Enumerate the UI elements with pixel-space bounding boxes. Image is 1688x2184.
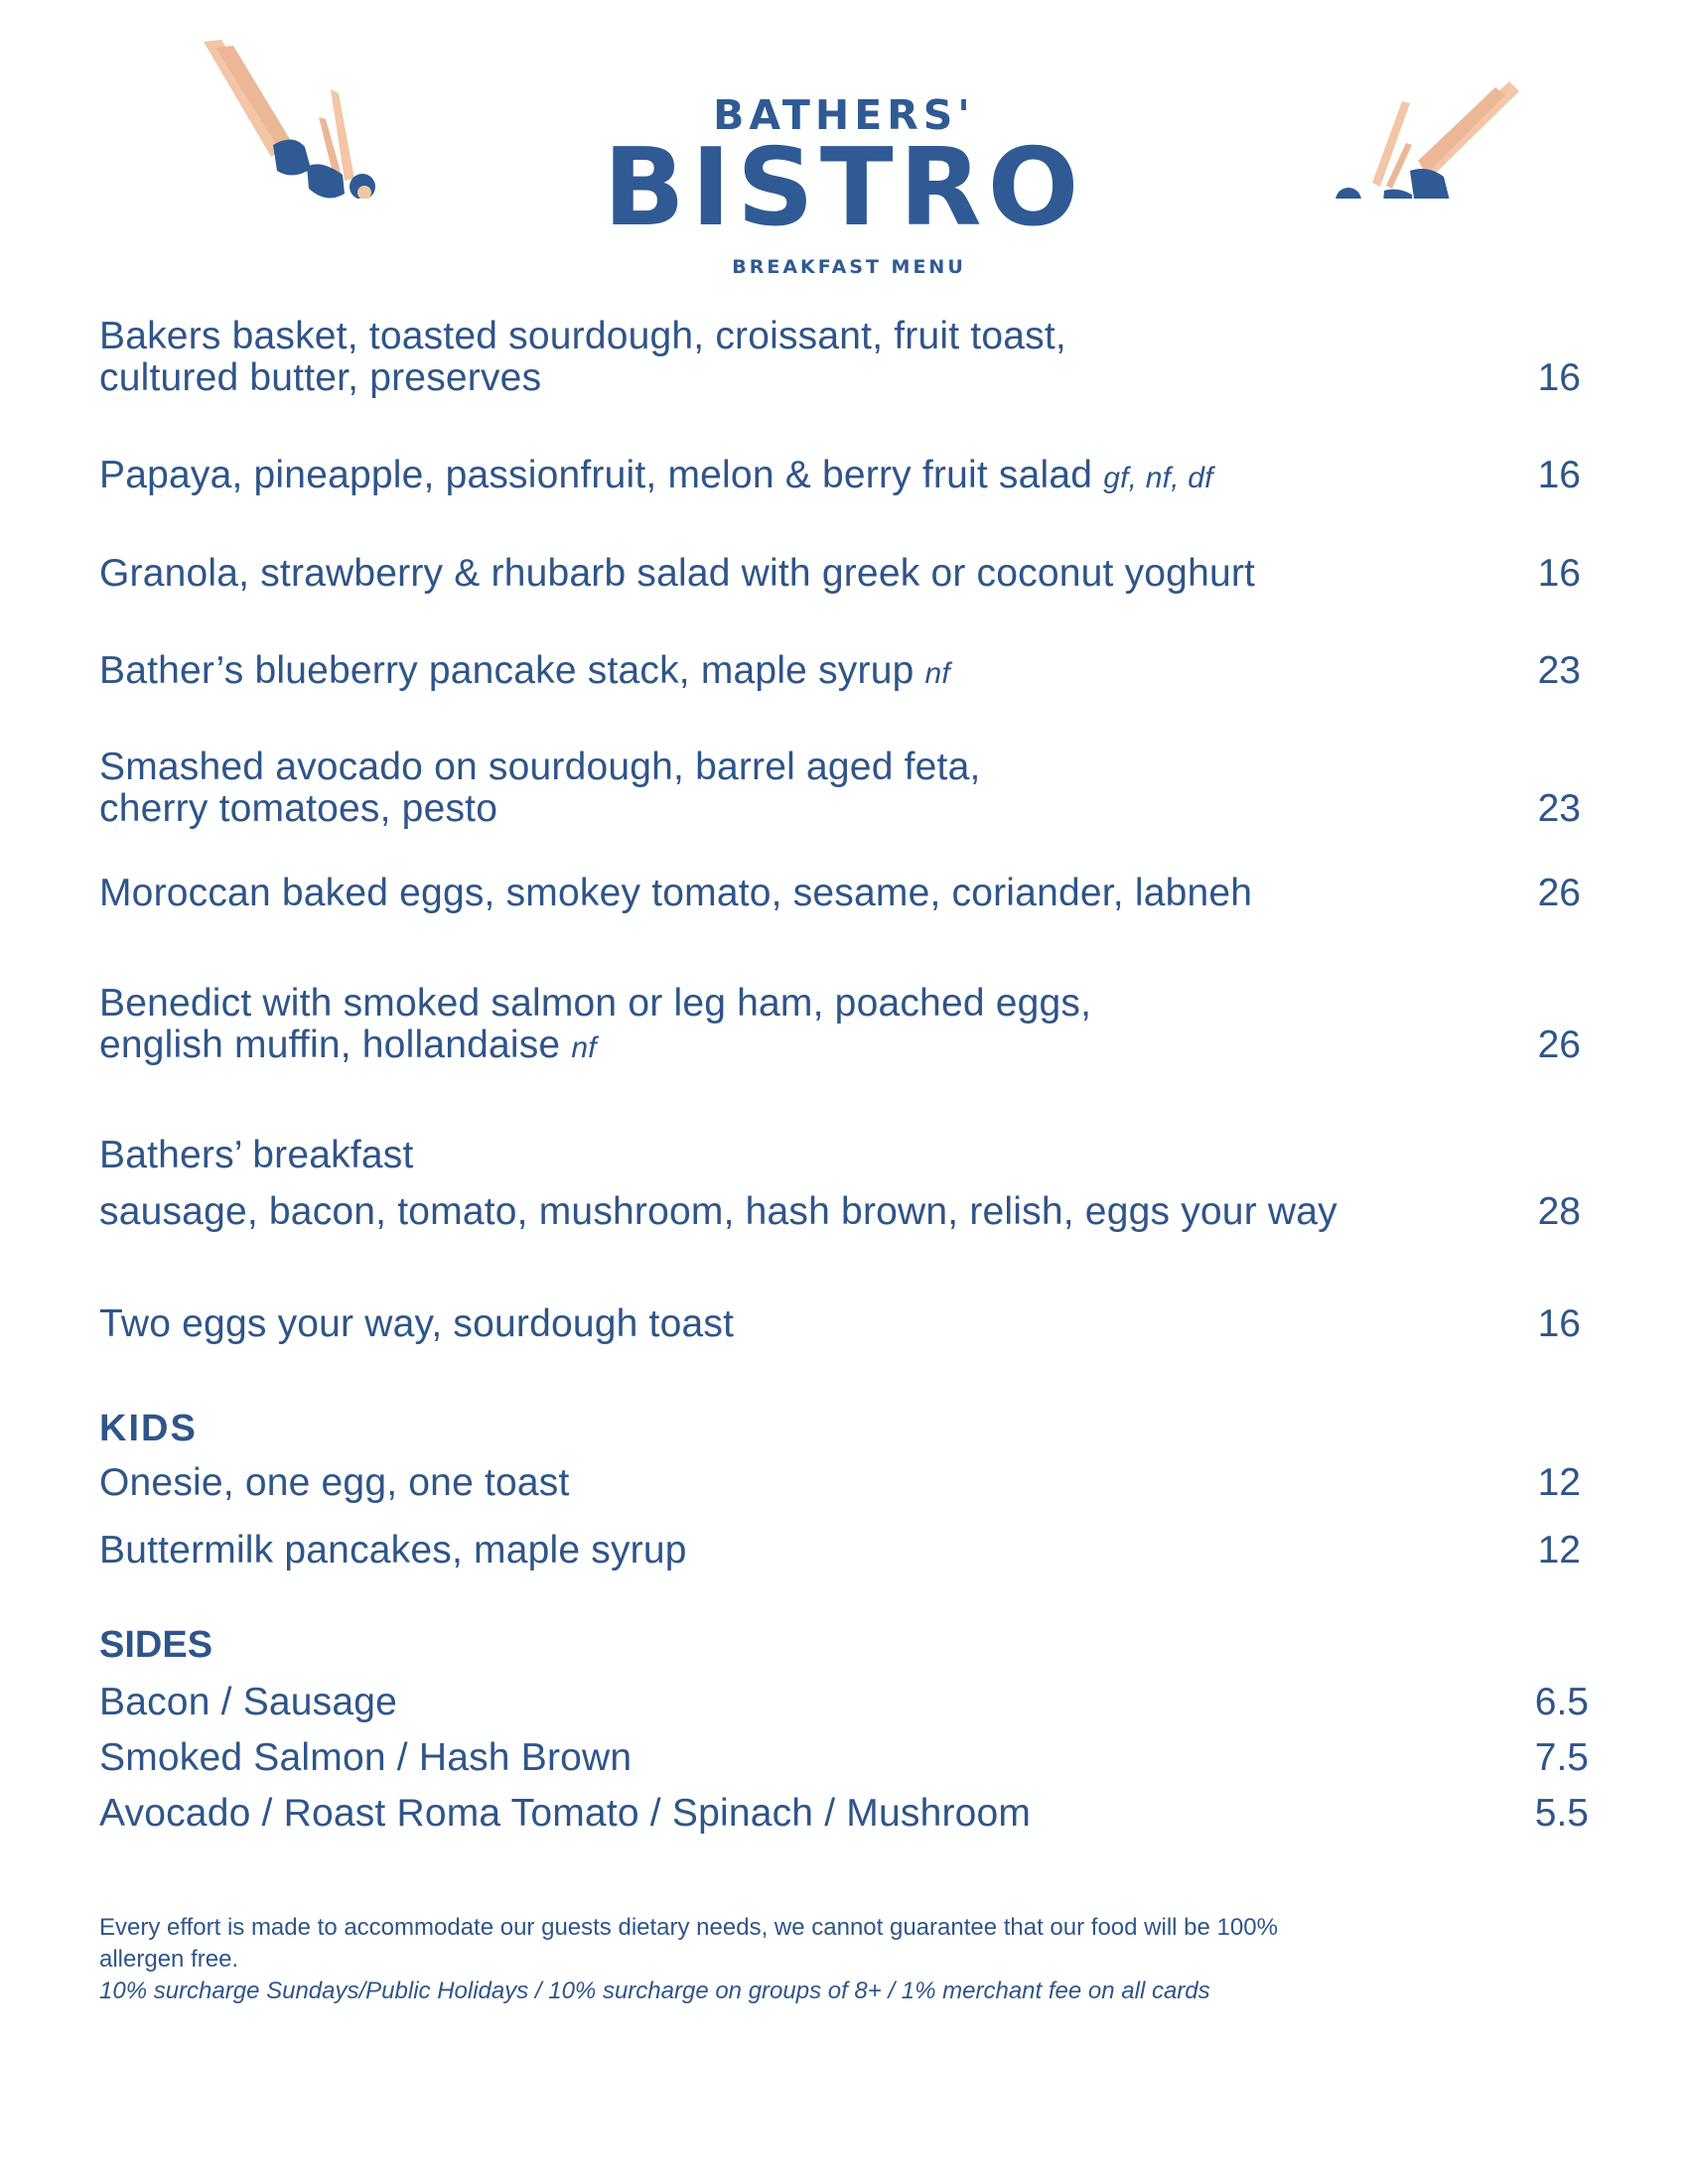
menu-item-name: Bather’s blueberry pancake stack, maple syrup xyxy=(99,649,914,692)
sides-heading: SIDES xyxy=(99,1624,213,1666)
menu-item-price: 23 xyxy=(1537,787,1581,830)
menu-item-line xyxy=(99,455,1213,499)
menu-subtitle: BREAKFAST MENU xyxy=(732,256,966,278)
menu-item-line xyxy=(99,650,950,695)
menu-item-price: 12 xyxy=(1537,1461,1581,1504)
footer-notes xyxy=(99,1912,1589,2007)
allergen-notice-line2: allergen free. xyxy=(99,1946,239,1973)
menu-item-price: 26 xyxy=(1537,872,1581,914)
menu-item-price: 16 xyxy=(1537,356,1581,399)
dietary-tag: nf xyxy=(924,657,950,690)
menu-item-price: 26 xyxy=(1537,1024,1581,1066)
menu-item-line: Two eggs your way, sourdough toast xyxy=(99,1302,735,1345)
menu-item-line: cultured butter, preserves xyxy=(99,356,542,399)
menu-item-price: 5.5 xyxy=(1534,1792,1589,1835)
allergen-notice-line1: Every effort is made to accommodate our guests dietary needs, we cannot guarantee that our food will be 100% xyxy=(99,1914,1278,1941)
brand-top-title: BATHERS' xyxy=(713,91,975,139)
brand-main-title: BISTRO xyxy=(603,126,1085,250)
dietary-tag: gf, nf, df xyxy=(1103,462,1213,494)
menu-item-price: 16 xyxy=(1537,454,1581,496)
surcharge-notice: 10% surcharge Sundays/Public Holidays / 10% surcharge on groups of 8+ / 1% merchant fee on all cards xyxy=(99,1978,1210,2004)
menu-item-name: Papaya, pineapple, passionfruit, melon & berry fruit salad xyxy=(99,454,1093,496)
menu-item-line: sausage, bacon, tomato, mushroom, hash brown, relish, eggs your way xyxy=(99,1190,1337,1233)
menu-item-price: 6.5 xyxy=(1534,1681,1589,1723)
menu-item-price: 7.5 xyxy=(1534,1736,1589,1779)
dietary-tag: nf xyxy=(571,1031,597,1064)
menu-item-line: Onesie, one egg, one toast xyxy=(99,1461,570,1504)
menu-item-line: Granola, strawberry & rhubarb salad with greek or coconut yoghurt xyxy=(99,552,1256,595)
menu-item-line: Avocado / Roast Roma Tomato / Spinach / Mushroom xyxy=(99,1792,1032,1835)
menu-item-price: 28 xyxy=(1537,1190,1581,1233)
menu-item-price: 23 xyxy=(1537,649,1581,692)
menu-item-line: Bakers basket, toasted sourdough, croissant, fruit toast, xyxy=(99,315,1066,357)
menu-item-line: Moroccan baked eggs, smokey tomato, sesame, coriander, labneh xyxy=(99,872,1253,914)
menu-item-line: Benedict with smoked salmon or leg ham, poached eggs, xyxy=(99,982,1092,1024)
menu-item-line: Smoked Salmon / Hash Brown xyxy=(99,1736,633,1779)
menu-item-line xyxy=(99,1024,597,1069)
menu-item-price: 16 xyxy=(1537,1302,1581,1345)
menu-item-line: Smashed avocado on sourdough, barrel aged feta, xyxy=(99,746,981,788)
menu-item-line: Buttermilk pancakes, maple syrup xyxy=(99,1529,687,1571)
menu-item-line: Bathers’ breakfast xyxy=(99,1134,414,1176)
kids-heading: KIDS xyxy=(99,1408,198,1449)
menu-item-line: cherry tomatoes, pesto xyxy=(99,787,498,830)
menu-item-price: 12 xyxy=(1537,1529,1581,1571)
menu-item-line: Bacon / Sausage xyxy=(99,1681,398,1723)
menu-item-price: 16 xyxy=(1537,552,1581,595)
menu-item-name: english muffin, hollandaise xyxy=(99,1024,561,1066)
